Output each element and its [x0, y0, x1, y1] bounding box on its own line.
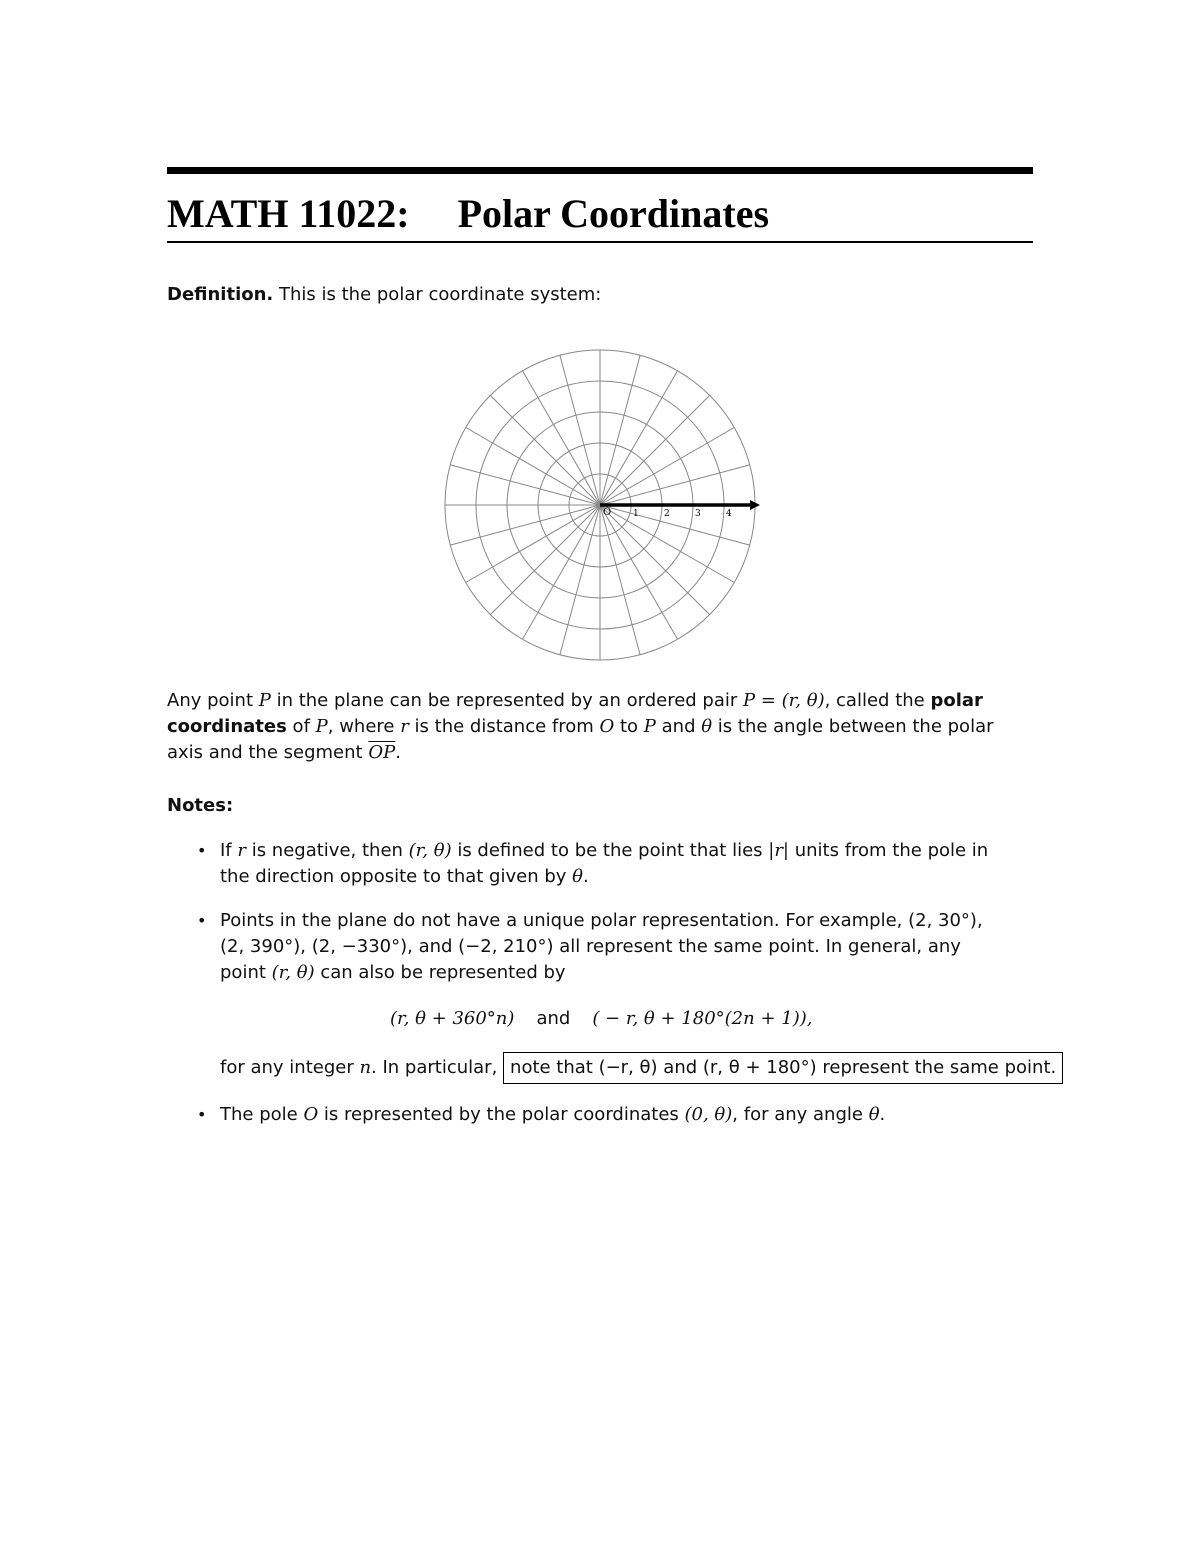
header-rule-bottom	[167, 241, 1033, 243]
note-line: (2, 390°), (2, −330°), and (−2, 210°) all represent the same point. In general, any	[220, 936, 961, 957]
math-P: P	[315, 716, 328, 737]
polar-spoke	[600, 355, 640, 505]
note-text: is defined to be the point that lies	[451, 840, 769, 861]
equation-left: (r, θ + 360°n)	[390, 1008, 515, 1029]
note-text: .	[582, 866, 589, 887]
polar-spoke	[560, 355, 600, 505]
polar-spoke	[600, 505, 640, 655]
para-line-3	[167, 740, 1033, 766]
polar-spoke	[523, 371, 601, 505]
axis-tick-label: 2	[664, 509, 670, 519]
polar-grid-figure	[440, 345, 760, 665]
para-text: in the plane can be represented by an ordered pair	[270, 690, 743, 711]
para-text: , where	[327, 716, 401, 737]
polar-spoke	[450, 505, 600, 545]
equation-and: and	[536, 1008, 571, 1029]
notes-list	[197, 838, 1097, 1128]
definition-line	[167, 282, 1033, 308]
math-n: n	[359, 1057, 372, 1078]
note-item-non-unique	[197, 908, 1097, 1084]
para-text: and	[655, 716, 702, 737]
math-pair: (0, θ)	[684, 1104, 733, 1125]
polar-spoke	[600, 505, 710, 615]
para-text: is the distance from	[408, 716, 600, 737]
boxed-note: note that (−r, θ) and (r, θ + 180°) represent the same point.	[503, 1052, 1063, 1084]
para-line-1	[167, 688, 1033, 714]
note-line	[220, 864, 1097, 890]
math-O: O	[303, 1104, 319, 1125]
math-pair: (r, θ)	[271, 962, 315, 983]
polar-spoke	[466, 428, 600, 506]
polar-spoke	[600, 505, 678, 639]
math-segment-OP: $\overline{OP}$	[368, 742, 396, 763]
math-r: r	[400, 716, 409, 737]
polar-spoke	[600, 428, 734, 506]
note-text: for any integer	[220, 1057, 360, 1078]
note-line	[220, 838, 1097, 864]
polar-spoke	[600, 371, 678, 505]
math-r: r	[237, 840, 246, 861]
course-code: MATH 11022:	[167, 191, 410, 236]
polar-spoke	[600, 465, 750, 505]
math-pair: (r, θ)	[408, 840, 452, 861]
para-text: axis and the segment	[167, 742, 369, 763]
note-line: Points in the plane do not have a unique polar representation. For example, (2, 30°),	[220, 910, 983, 931]
notes-heading-text: Notes:	[167, 795, 234, 816]
polar-spoke	[560, 505, 600, 655]
note-text: units from the pole in	[789, 840, 989, 861]
axis-tick-label: 1	[633, 509, 639, 519]
polar-spoke	[490, 505, 600, 615]
math-theta: θ	[868, 1104, 880, 1125]
topic-title: Polar Coordinates	[457, 191, 770, 236]
math-O: O	[599, 716, 615, 737]
bullet-icon: •	[197, 911, 207, 930]
note-text: is negative, then	[245, 840, 409, 861]
note-text: . In particular,	[371, 1057, 504, 1078]
bullet-icon: •	[197, 1105, 207, 1124]
para-text: Any point	[167, 690, 259, 711]
polar-spoke	[490, 395, 600, 505]
note-text: point	[220, 962, 272, 983]
notes-heading	[167, 793, 233, 819]
polar-spoke	[450, 465, 600, 505]
bullet-icon: •	[197, 841, 207, 860]
note-line	[220, 1052, 1097, 1084]
para-text: , called the	[824, 690, 931, 711]
note-item-pole	[197, 1102, 1097, 1128]
axis-tick-label: 3	[695, 509, 701, 519]
header-rule-top	[167, 167, 1033, 174]
para-text: to	[614, 716, 644, 737]
para-line-2	[167, 714, 1033, 740]
math-pair: P = (r, θ)	[743, 690, 825, 711]
note-text: .	[879, 1104, 886, 1125]
note-text: The pole	[220, 1104, 304, 1125]
note-text: is represented by the polar coordinates	[318, 1104, 685, 1125]
note-line	[220, 1102, 1097, 1128]
note-text: If	[220, 840, 238, 861]
math-theta: θ	[572, 866, 583, 887]
origin-label: O	[603, 507, 612, 518]
math-theta: θ	[701, 716, 713, 737]
math-P: P	[258, 690, 271, 711]
definition-label: Definition.	[167, 284, 274, 305]
polar-spoke	[600, 395, 710, 505]
display-equation	[390, 1006, 1097, 1032]
math-P: P	[643, 716, 656, 737]
note-text: , for any angle	[732, 1104, 869, 1125]
note-text: can also be represented by	[314, 962, 566, 983]
math-abs-r: |r|	[768, 840, 789, 861]
definition-paragraph	[167, 688, 1033, 766]
note-item-negative-r	[197, 838, 1097, 890]
polar-spoke	[523, 505, 601, 639]
para-text: .	[395, 742, 401, 763]
definition-text: This is the polar coordinate system:	[279, 284, 602, 305]
axis-tick-label: 4	[726, 509, 732, 519]
para-text: of	[286, 716, 316, 737]
polar-spoke	[466, 505, 600, 583]
equation-right: ( − r, θ + 180°(2n + 1)),	[592, 1008, 813, 1029]
para-text: is the angle between the polar	[712, 716, 994, 737]
term-polar: polar	[930, 690, 983, 711]
page-title	[167, 190, 1033, 238]
term-coordinates: coordinates	[167, 716, 287, 737]
note-line	[220, 960, 1097, 986]
note-text: the direction opposite to that given by	[220, 866, 573, 887]
